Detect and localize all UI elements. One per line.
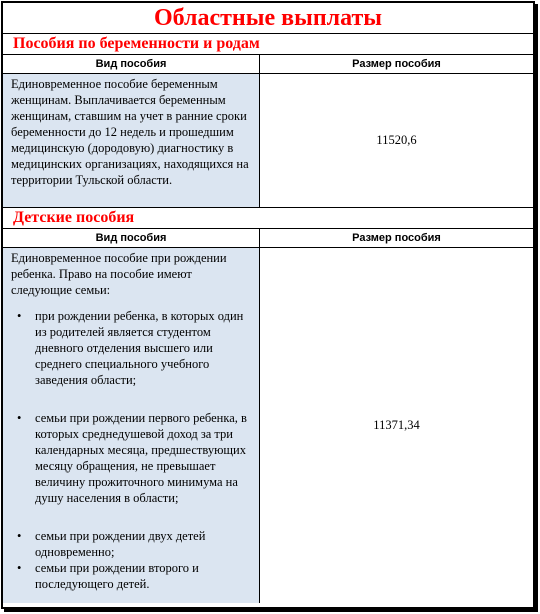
list-item-text: семьи при рождении двух детей одновременно; [35, 529, 206, 559]
table-row [3, 248, 533, 603]
section-title-child: Детские пособия [3, 208, 533, 229]
list-item [11, 308, 251, 388]
benefit-intro: Единовременное пособие при рождении ребенка. Право на пособие имеют следующие семьи: [11, 251, 227, 297]
column-header-type: Вид пособия [3, 229, 260, 247]
table-header [3, 229, 533, 248]
benefit-description [3, 248, 260, 603]
column-header-amount: Размер пособия [352, 232, 441, 244]
benefit-amount: 11371,34 [373, 418, 420, 432]
column-header-amount: Размер пособия [352, 58, 441, 70]
bullet-icon: • [17, 529, 22, 543]
list-item-text: семьи при рождении второго и последующего детей. [35, 561, 199, 591]
bullet-icon: • [17, 411, 22, 425]
list-item-text: при рождении ребенка, в которых один из родителей является студентом дневного отделения высшего или среднего специального учебного заведения области; [35, 309, 244, 387]
list-item [11, 410, 251, 506]
section-title-maternity: Пособия по беременности и родам [3, 34, 533, 55]
benefit-description: Единовременное пособие беременным женщинам. Выплачивается беременным женщинам, ставшим на учет в ранние сроки беременности до 12 недель и прошедшим медицинскую (дородовую) диагностику в медицинских организациях, находящихся на территории Тульской области. [3, 74, 260, 207]
benefit-amount: 11520,6 [376, 133, 417, 147]
bullet-icon: • [17, 561, 22, 575]
bullet-icon: • [17, 309, 22, 323]
list-item-text: семьи при рождении первого ребенка, в которых среднедушевой доход за три календарных месяца, предшествующих месяцу обращения, не превышает величину прожиточного минимума на душу населения в области; [35, 411, 247, 505]
table-header [3, 55, 533, 74]
page-title: Областные выплаты [3, 3, 533, 34]
column-header-type: Вид пособия [3, 55, 260, 73]
list-item [11, 560, 251, 592]
table-row [3, 74, 533, 208]
benefits-table [1, 1, 535, 609]
list-item [11, 528, 251, 560]
